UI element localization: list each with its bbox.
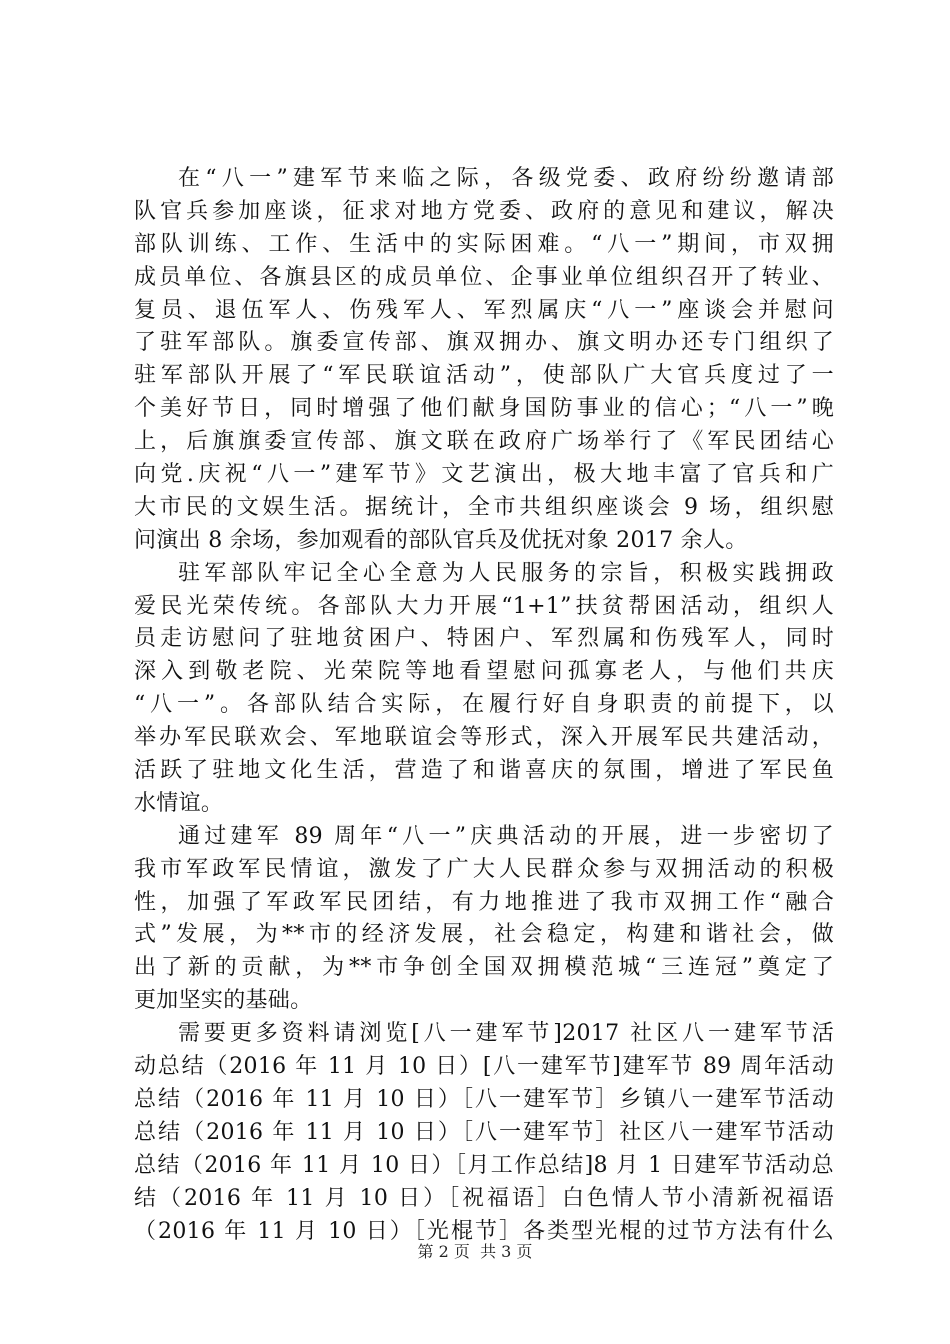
text-line: “八一”。各部队结合实际，在履行好自身职责的前提下，以	[134, 692, 834, 718]
text-line: 举办军民联欢会、军地联谊会等形式，深入开展军民共建活动，	[134, 725, 834, 751]
paragraph-4	[134, 1018, 834, 1248]
paragraph-2	[134, 558, 834, 821]
text-line: 在“八一”建军节来临之际，各级党委、政府纷纷邀请部	[178, 166, 834, 191]
paragraph-1	[134, 163, 834, 558]
document-body	[134, 163, 834, 1248]
text-line: 大市民的文娱生活。据统计，全市共组织座谈会 9 场，组织慰	[134, 494, 834, 520]
text-line: 通过建军 89 周年“八一”庆典活动的开展，进一步密切了	[178, 823, 834, 849]
text-line: 总结（2016 年 11 月 10 日）［八一建军节］社区八一建军节活动	[134, 1119, 834, 1145]
text-line: 员走访慰问了驻地贫困户、特困户、军烈属和伤残军人，同时	[134, 626, 834, 652]
text-line: 总结（2016 年 11 月 10 日）［月工作总结]8 月 1 日建军节活动总	[134, 1152, 834, 1178]
text-line: 驻军部队开展了“军民联谊活动”，使部队广大官兵度过了一	[134, 363, 834, 389]
text-line: （2016 年 11 月 10 日）［光棍节］各类型光棍的过节方法有什么	[134, 1218, 834, 1244]
text-line: 了驻军部队。旗委宣传部、旗双拥办、旗文明办还专门组织了	[134, 330, 834, 356]
text-line: 动总结（2016 年 11 月 10 日）[八一建军节]建军节 89 周年活动	[134, 1054, 834, 1080]
text-line: 更加坚实的基础。	[134, 988, 313, 1014]
text-line: 出了新的贡献，为**市争创全国双拥模范城“三连冠”奠定了	[134, 955, 834, 981]
text-line: 部队训练、工作、生活中的实际困难。“八一”期间，市双拥	[134, 231, 834, 257]
text-line: 活跃了驻地文化生活，营造了和谐喜庆的氛围，增进了军民鱼	[134, 758, 834, 784]
page-footer: 第 2 页 共 3 页	[417, 1242, 533, 1261]
text-line: 性，加强了军政军民团结，有力地推进了我市双拥工作“融合	[134, 889, 834, 915]
text-line: 个美好节日，同时增强了他们献身国防事业的信心；“八一”晚	[134, 396, 834, 422]
text-line: 需要更多资料请浏览[八一建军节]2017 社区八一建军节活	[178, 1021, 834, 1047]
text-line: 问演出 8 余场，参加观看的部队官兵及优抚对象 2017 余人。	[134, 527, 748, 553]
text-line: 驻军部队牢记全心全意为人民服务的宗旨，积极实践拥政	[178, 560, 834, 586]
text-line: 水情谊。	[134, 790, 224, 816]
text-line: 式”发展，为**市的经济发展，社会稳定，构建和谐社会，做	[134, 922, 834, 948]
text-line: 复员、退伍军人、伤残军人、军烈属庆“八一”座谈会并慰问	[134, 297, 834, 323]
paragraph-3	[134, 821, 834, 1018]
text-line: 结（2016 年 11 月 10 日）［祝福语］白色情人节小清新祝福语	[134, 1185, 834, 1211]
text-line: 总结（2016 年 11 月 10 日）［八一建军节］乡镇八一建军节活动	[134, 1086, 834, 1112]
text-line: 队官兵参加座谈，征求对地方党委、政府的意见和建议，解决	[134, 198, 834, 224]
text-line: 深入到敬老院、光荣院等地看望慰问孤寡老人，与他们共庆	[134, 659, 834, 685]
text-line: 上，后旗旗委宣传部、旗文联在政府广场举行了《军民团结心	[134, 429, 834, 455]
text-line: 向党.庆祝“八一”建军节》文艺演出，极大地丰富了官兵和广	[134, 462, 834, 488]
text-line: 爱民光荣传统。各部队大力开展“1+1”扶贫帮困活动，组织人	[134, 593, 834, 619]
text-line: 成员单位、各旗县区的成员单位、企事业单位组织召开了转业、	[134, 264, 834, 290]
text-line: 我市军政军民情谊，激发了广大人民群众参与双拥活动的积极	[134, 856, 834, 882]
